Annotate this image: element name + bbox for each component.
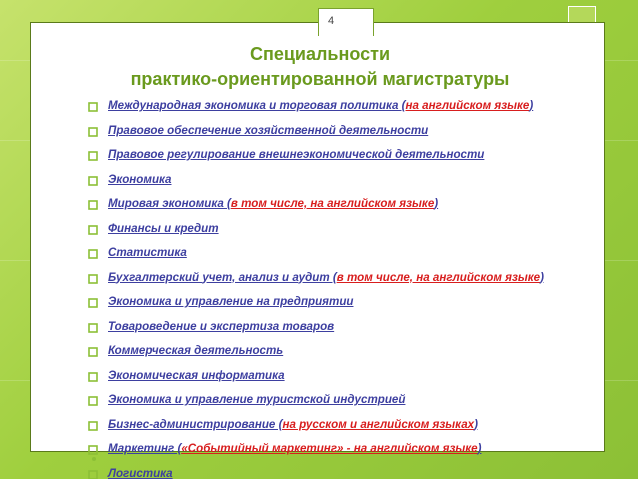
item-text: Экономика xyxy=(108,172,172,186)
list-item xyxy=(88,170,544,195)
item-text: Экономика и управление туристской индустрией xyxy=(108,393,406,406)
slide-title xyxy=(70,42,570,92)
list-item xyxy=(88,439,544,464)
list-item xyxy=(88,317,544,342)
list-item xyxy=(88,243,544,268)
hollow-square-bullet-icon xyxy=(88,465,101,479)
list-item xyxy=(88,96,544,121)
item-text: Экономика и управление на предприятии xyxy=(108,295,354,308)
item-text: Маркетинг ( xyxy=(108,442,182,455)
hollow-square-bullet-icon xyxy=(88,367,101,385)
hollow-square-bullet-icon xyxy=(88,146,101,164)
hollow-square-bullet-icon xyxy=(88,220,101,238)
item-language-note: в том числе, на английском языке xyxy=(336,270,541,284)
item-closing-paren: ) xyxy=(540,270,544,284)
specialties-list xyxy=(88,96,544,479)
list-item xyxy=(88,219,544,244)
item-text: Коммерческая деятельность xyxy=(108,344,284,357)
list-item xyxy=(88,366,544,391)
list-item xyxy=(88,194,544,219)
item-text: Статистика xyxy=(108,246,187,259)
empty-bullet-dot xyxy=(92,457,96,461)
hollow-square-bullet-icon xyxy=(88,416,101,434)
list-item xyxy=(88,121,544,146)
hollow-square-bullet-icon xyxy=(88,244,101,262)
item-language-note: на английском языке xyxy=(405,99,530,112)
item-text: Финансы и кредит xyxy=(108,221,219,235)
item-language-note: на русском и английском языках xyxy=(282,417,475,431)
hollow-square-bullet-icon xyxy=(88,195,101,213)
item-text: Правовое обеспечение хозяйственной деятельности xyxy=(108,123,429,137)
list-item xyxy=(88,292,544,317)
item-language-note: «Событийный маркетинг» - на английском языке xyxy=(181,442,478,455)
title-line-2: практико-ориентированной магистратуры xyxy=(130,69,510,89)
item-text: Логистика xyxy=(108,466,173,479)
hollow-square-bullet-icon xyxy=(88,171,101,189)
hollow-square-bullet-icon xyxy=(88,269,101,287)
list-item xyxy=(88,464,544,479)
list-item xyxy=(88,390,544,415)
item-text: Бухгалтерский учет, анализ и аудит ( xyxy=(108,270,337,284)
list-item xyxy=(88,341,544,366)
hollow-square-bullet-icon xyxy=(88,440,101,458)
item-closing-paren: ) xyxy=(477,442,482,455)
hollow-square-bullet-icon xyxy=(88,97,101,115)
item-closing-paren: ) xyxy=(474,417,478,431)
list-item xyxy=(88,415,544,440)
item-language-note: в том числе, на английском языке xyxy=(230,197,435,210)
item-text: Экономическая информатика xyxy=(108,368,285,382)
item-text: Правовое регулирование внешнеэкономической деятельности xyxy=(108,148,485,161)
item-text: Международная экономика и торговая политика ( xyxy=(108,99,406,112)
item-closing-paren: ) xyxy=(434,197,439,210)
hollow-square-bullet-icon xyxy=(88,122,101,140)
hollow-square-bullet-icon xyxy=(88,342,101,360)
item-text: Бизнес-администрирование ( xyxy=(108,417,283,431)
page-number-tab xyxy=(318,8,374,36)
list-item xyxy=(88,145,544,170)
hollow-square-bullet-icon xyxy=(88,293,101,311)
hollow-square-bullet-icon xyxy=(88,391,101,409)
page-number: 4 xyxy=(328,15,335,27)
title-line-1: Специальности xyxy=(249,44,391,64)
hollow-square-bullet-icon xyxy=(88,318,101,336)
item-closing-paren: ) xyxy=(529,99,534,112)
list-item xyxy=(88,268,544,293)
item-text: Товароведение и экспертиза товаров xyxy=(108,319,335,333)
item-text: Мировая экономика ( xyxy=(108,197,231,210)
